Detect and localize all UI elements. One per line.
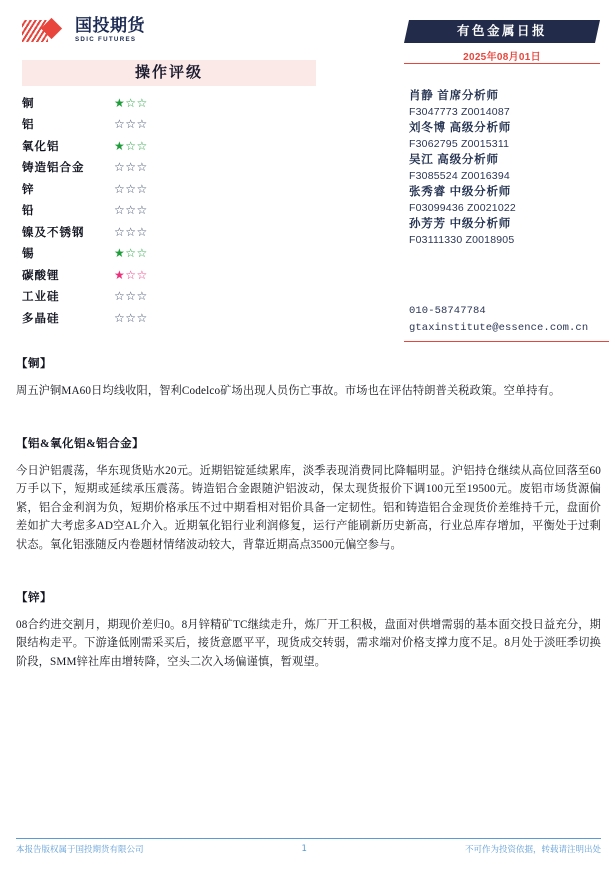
rating-stars: ★☆☆ xyxy=(114,138,148,153)
rating-metal-name: 锌 xyxy=(22,183,35,196)
contact-phone: 010-58747784 xyxy=(409,305,486,317)
section-body: 08合约进交割月，期现价差归0。8月锌精矿TC继续走升，炼厂开工积极，盘面对供增需弱的基本面交投日益充分，期限结构走平。下游逢低刚需采买后，接货意愿平平，现货成交转弱，需求端对价格支撑力度不足。8月处于淡旺季切换阶段，SMM锌社库由增转降，空头二次入场偏谨慎，暂观望。 xyxy=(16,618,601,668)
rating-stars: ★☆☆ xyxy=(114,267,148,282)
report-date: 2025年08月01日 xyxy=(463,52,541,63)
rating-stars: ★☆☆ xyxy=(114,246,148,261)
report-section xyxy=(16,435,601,555)
section-spacer xyxy=(16,569,601,589)
report-sections xyxy=(16,355,601,685)
section-body: 周五沪铜MA60日均线收阳，智利Codelco矿场出现人员伤亡事故。市场也在评估特朗普关税政策。空单持有。 xyxy=(16,385,561,397)
rating-row xyxy=(22,307,322,329)
analyst-name: 刘冬博 高级分析师 xyxy=(409,122,512,134)
rating-stars: ☆☆☆ xyxy=(114,117,148,132)
report-title: 有色金属日报 xyxy=(456,24,547,38)
section-spacer xyxy=(16,415,601,435)
sdic-logo-icon xyxy=(22,19,68,43)
rating-row xyxy=(22,135,322,157)
analyst-license-codes: F03111330 Z0018905 xyxy=(409,234,515,246)
contact-email: gtaxinstitute@essence.com.cn xyxy=(409,322,589,334)
rating-stars: ☆☆☆ xyxy=(114,310,148,325)
analyst-name: 肖静 首席分析师 xyxy=(409,90,499,102)
page-footer xyxy=(16,843,601,855)
rating-row xyxy=(22,286,322,308)
rating-stars: ☆☆☆ xyxy=(114,224,148,239)
contact-block xyxy=(409,303,614,337)
rating-metal-name: 工业硅 xyxy=(22,291,60,304)
rating-row xyxy=(22,221,322,243)
analyst-list xyxy=(409,88,614,248)
contact-divider xyxy=(404,341,609,342)
rating-row xyxy=(22,114,322,136)
analyst-license-codes: F3047773 Z0014087 xyxy=(409,106,510,118)
rating-metal-name: 铸造铝合金 xyxy=(22,162,85,175)
report-section xyxy=(16,589,601,672)
ratings-list xyxy=(22,92,322,329)
rating-row xyxy=(22,157,322,179)
rating-metal-name: 铜 xyxy=(22,97,35,110)
analyst-name: 张秀睿 中级分析师 xyxy=(409,186,512,198)
rating-row xyxy=(22,264,322,286)
brand-logo xyxy=(22,18,145,43)
rating-metal-name: 铅 xyxy=(22,205,35,218)
report-section xyxy=(16,355,601,401)
analyst-license-codes: F3062795 Z0015311 xyxy=(409,138,510,150)
analyst-license-codes: F03099436 Z0021022 xyxy=(409,202,516,214)
rating-metal-name: 碳酸锂 xyxy=(22,269,60,282)
rating-stars: ★☆☆ xyxy=(114,95,148,110)
section-heading: 【锌】 xyxy=(16,591,52,604)
rating-row xyxy=(22,200,322,222)
rating-stars: ☆☆☆ xyxy=(114,181,148,196)
rating-metal-name: 锡 xyxy=(22,248,35,261)
footer-copyright: 本报告版权属于国投期货有限公司 xyxy=(16,845,144,855)
rating-metal-name: 多晶硅 xyxy=(22,312,60,325)
rating-row xyxy=(22,92,322,114)
analyst-name: 吴江 高级分析师 xyxy=(409,154,499,166)
ratings-panel-title: 操作评级 xyxy=(22,60,316,86)
analyst-license-codes: F3085524 Z0016394 xyxy=(409,170,510,182)
report-header xyxy=(0,0,615,350)
rating-metal-name: 氧化铝 xyxy=(22,140,60,153)
footer-disclaimer: 不可作为投资依据，转载请注明出处 xyxy=(464,845,601,855)
brand-text xyxy=(75,18,145,43)
rating-row xyxy=(22,243,322,265)
rating-stars: ☆☆☆ xyxy=(114,160,148,175)
rating-metal-name: 镍及不锈钢 xyxy=(22,226,85,239)
rating-stars: ☆☆☆ xyxy=(114,203,148,218)
section-heading: 【铜】 xyxy=(16,358,52,370)
rating-row xyxy=(22,178,322,200)
report-title-banner xyxy=(404,20,600,43)
rating-metal-name: 铝 xyxy=(22,119,35,132)
section-body: 今日沪铝震荡，华东现货贴水20元。近期铝锭延续累库，淡季表现消费同比降幅明显。沪铝持仓继续从高位回落至60万手以下，短期或延续承压震荡。铸造铝合金跟随沪铝波动，保太现货报价下调100元至19500元。废铝市场货源偏紧，铝合金利润为负，短期价格承压不过中期看相对铝价具备一定韧性。铝和铸造铝合金现货价差维持千元，盘面价差如扩大考虑多AD空AL介入。近期氧化铝行业利润修复，运行产能刷新历史新高，行业总库存增加，平衡处于过剩状态。氧化铝涨随反内卷题材情绪波动较大，背靠近期高点3500元偏空参与。 xyxy=(16,464,601,551)
rating-stars: ☆☆☆ xyxy=(114,289,148,304)
brand-name-cn: 国投期货 xyxy=(75,16,145,36)
brand-name-en: SDIC FUTURES xyxy=(75,36,137,43)
footer-divider xyxy=(16,838,601,839)
footer-page-number: 1 xyxy=(301,844,307,854)
analyst-name: 孙芳芳 中级分析师 xyxy=(409,218,512,230)
banner-divider xyxy=(404,63,600,64)
section-heading: 【铝&氧化铝&铝合金】 xyxy=(16,437,145,450)
